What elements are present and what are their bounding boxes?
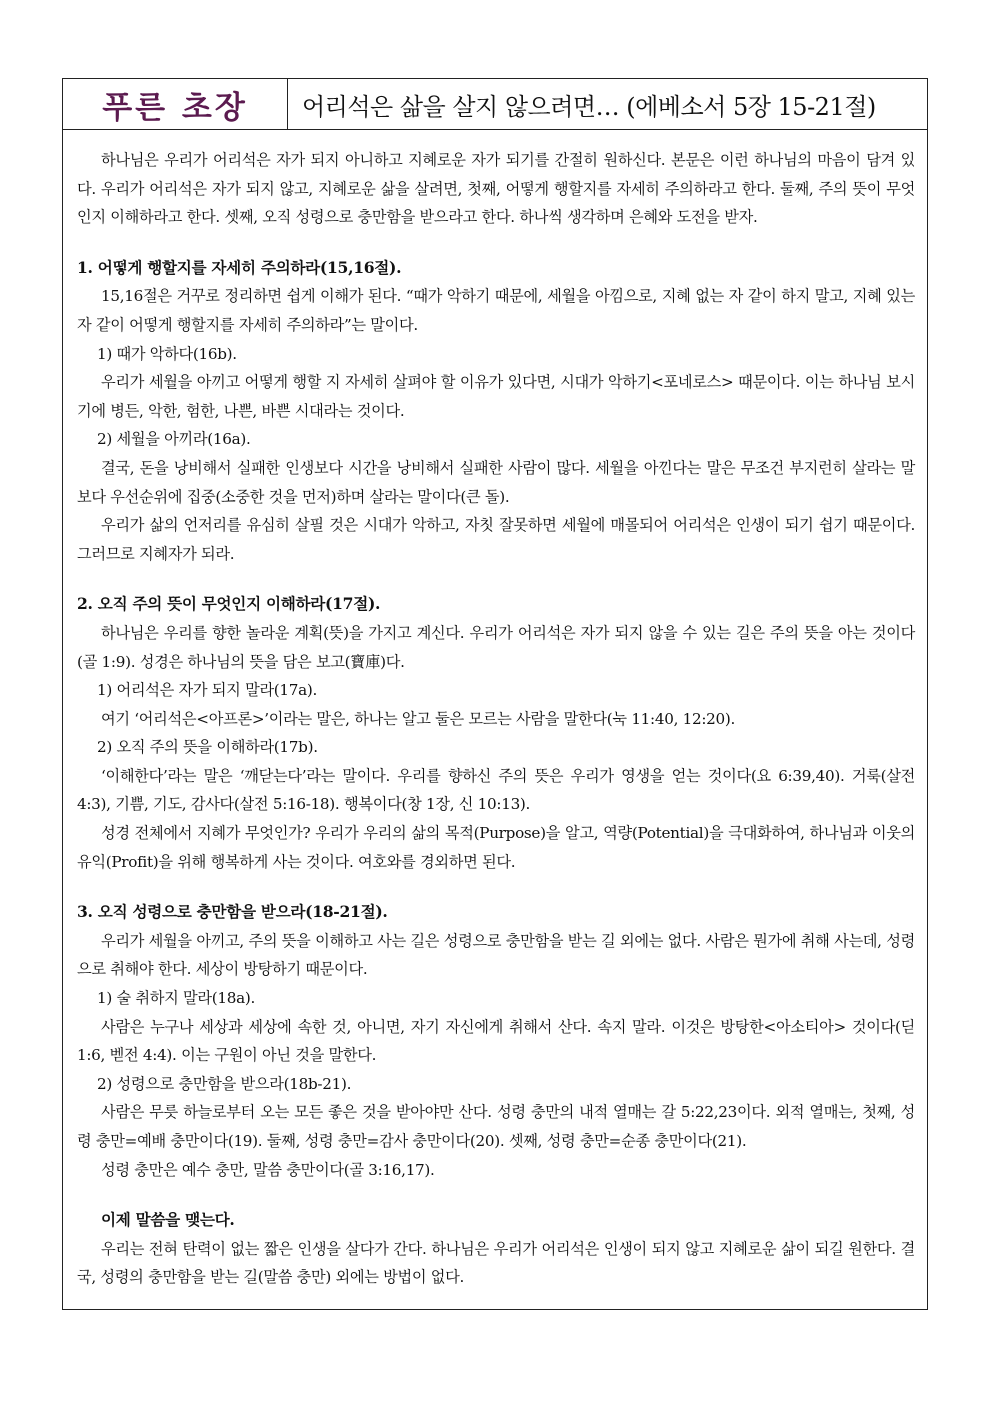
header <box>63 79 927 130</box>
section-3-heading: 3. 오직 성령으로 충만함을 받으라(18-21절). <box>77 902 388 922</box>
section-2-heading: 2. 오직 주의 뜻이 무엇인지 이해하라(17절). <box>77 594 381 614</box>
column-name-box <box>63 79 288 129</box>
section-1-heading: 1. 어떻게 행할지를 자세히 주의하라(15,16절). <box>77 257 402 277</box>
section-2-paragraph: 성경 전체에서 지혜가 무엇인가? 우리가 우리의 삶의 목적(Purpose)을 알고, 역량(Potential)을 극대화하여, 하나님과 이웃의 유익(Profit)을 위해 행복하게 사는 것이다. 여호와를 경외하면 된다. <box>77 824 915 871</box>
section-1-subpoint-1: 1) 때가 악하다(16b). <box>97 344 237 363</box>
section-1-paragraph: 우리가 세월을 아끼고 어떻게 행할 지 자세히 살펴야 할 이유가 있다면, 시대가 악하기<포네로스> 때문이다. 이는 하나님 보시기에 병든, 악한, 험한, 나쁜, 바쁜 시대라는 것이다. <box>77 373 915 420</box>
title-box <box>288 79 927 129</box>
section-2-paragraph: 하나님은 우리를 향한 놀라운 계획(뜻)을 가지고 계신다. 우리가 어리석은 자가 되지 않을 수 있는 길은 주의 뜻을 아는 것이다(골 1:9). 성경은 하나님의 뜻을 담은 보고(寶庫)다. <box>77 623 915 671</box>
section-3-paragraph: 사람은 무릇 하늘로부터 오는 모든 좋은 것을 받아야만 산다. 성령 충만의 내적 열매는 갈 5:22,23이다. 외적 열매는, 첫째, 성령 충만=예배 충만이다(19). 둘째, 성령 충만=감사 충만이다(20). 셋째, 성령 충만=순종 충만이다(21). <box>77 1103 915 1150</box>
sermon-frame <box>62 78 928 1310</box>
section-2-paragraph: 여기 ‘어리석은<아프론>’이라는 말은, 하나는 알고 둘은 모르는 사람을 말한다(눅 11:40, 12:20). <box>101 709 736 728</box>
sermon-title: 어리석은 삶을 살지 않으려면… (에베소서 5장 15-21절) <box>302 92 876 121</box>
section-2-subpoint-1: 1) 어리석은 자가 되지 말라(17a). <box>97 681 318 700</box>
spacer <box>77 232 915 254</box>
section-1-paragraph: 결국, 돈을 낭비해서 실패한 인생보다 시간을 낭비해서 실패한 사람이 많다. 세월을 아낀다는 말은 무조건 부지런히 살라는 말보다 우선순위에 집중(소중한 것을 먼저)하며 살라는 말이다(큰 돌). <box>77 458 915 506</box>
spacer <box>77 1184 915 1206</box>
sermon-body <box>63 130 927 1292</box>
closing-paragraph: 우리는 전혀 탄력이 없는 짧은 인생을 살다가 간다. 하나님은 우리가 어리석은 인생이 되지 않고 지혜로운 삶이 되길 원한다. 결국, 성령의 충만함을 받는 길(말씀 충만) 외에는 방법이 없다. <box>77 1239 915 1287</box>
section-3-paragraph: 사람은 누구나 세상과 세상에 속한 것, 아니면, 자기 자신에게 취해서 산다. 속지 말라. 이것은 방탕한<아소티아> 것이다(딛 1:6, 벧전 4:4). 이는 구원이 아닌 것을 말한다. <box>77 1017 915 1065</box>
section-1-paragraph: 우리가 삶의 언저리를 유심히 살필 것은 시대가 악하고, 자칫 잘못하면 세월에 매몰되어 어리석은 인생이 되기 쉽기 때문이다. 그러므로 지혜자가 되라. <box>77 516 915 563</box>
section-3-paragraph: 우리가 세월을 아끼고, 주의 뜻을 이해하고 사는 길은 성령으로 충만함을 받는 길 외에는 없다. 사람은 뭔가에 취해 사는데, 성령으로 취해야 한다. 세상이 방탕하기 때문이다. <box>77 931 915 979</box>
section-2-subpoint-2: 2) 오직 주의 뜻을 이해하라(17b). <box>97 738 318 757</box>
spacer <box>77 568 915 590</box>
section-3-subpoint-2: 2) 성령으로 충만함을 받으라(18b-21). <box>97 1074 352 1093</box>
section-1-subpoint-2: 2) 세월을 아끼라(16a). <box>97 430 251 449</box>
column-name: 푸른 초장 <box>102 89 248 126</box>
closing-heading: 이제 말씀을 맺는다. <box>101 1210 235 1230</box>
section-2-paragraph: ‘이해한다’라는 말은 ‘깨닫는다’라는 말이다. 우리를 향하신 주의 뜻은 우리가 영생을 얻는 것이다(요 6:39,40). 거룩(살전 4:3), 기쁨, 기도, 감사다(살전 5:16-18). 행복이다(창 1장, 신 10:13). <box>77 766 915 814</box>
section-1-paragraph: 15,16절은 거꾸로 정리하면 쉽게 이해가 된다. “때가 악하기 때문에, 세월을 아낌으로, 지혜 없는 자 같이 하지 말고, 지혜 있는 자 같이 어떻게 행할지를 자세히 주의하라”는 말이다. <box>77 287 915 334</box>
spacer <box>77 876 915 898</box>
section-3-paragraph: 성령 충만은 예수 충만, 말씀 충만이다(골 3:16,17). <box>101 1160 435 1179</box>
section-3-subpoint-1: 1) 술 취하지 말라(18a). <box>97 989 256 1008</box>
intro-paragraph: 하나님은 우리가 어리석은 자가 되지 아니하고 지혜로운 자가 되기를 간절히 원하신다. 본문은 이런 하나님의 마음이 담겨 있다. 우리가 어리석은 자가 되지 않고, 지혜로운 삶을 살려면, 첫째, 어떻게 행할지를 자세히 주의하라고 한다. 둘째, 주의 뜻이 무엇인지 이해하라고 한다. 셋째, 오직 성령으로 충만함을 받으라고 한다. 하나씩 생각하며 은혜와 도전을 받자. <box>77 151 915 227</box>
